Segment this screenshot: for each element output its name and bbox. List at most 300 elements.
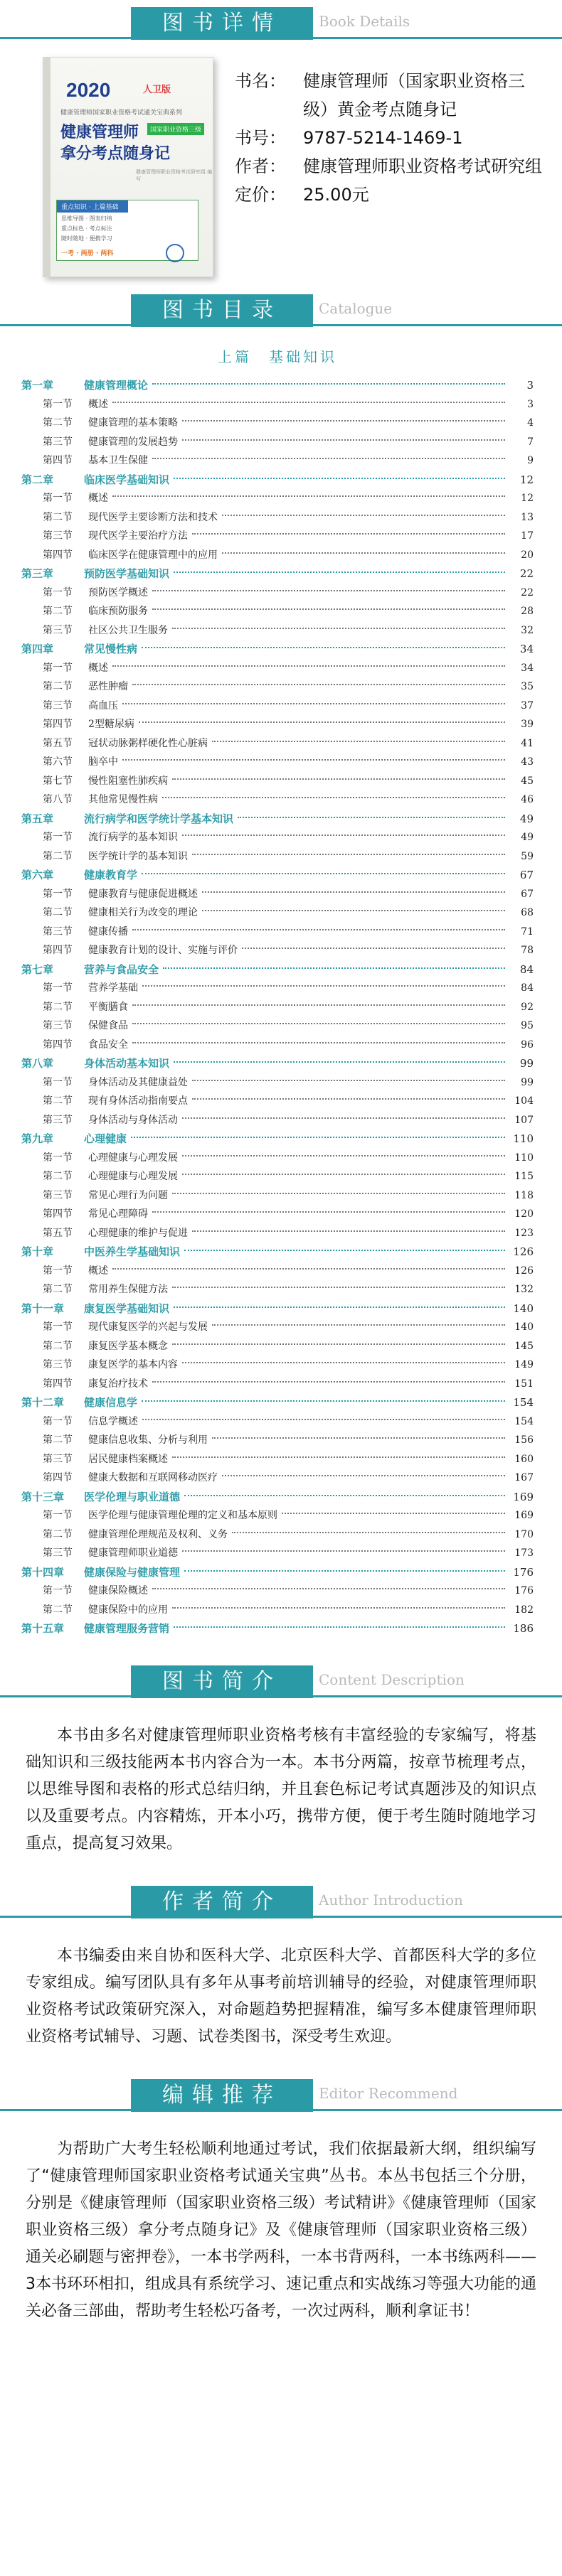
toc-leader-dots: [112, 1268, 505, 1270]
toc-section-row: [21, 1582, 534, 1601]
toc-page: 39: [521, 719, 534, 730]
toc-page: 186: [513, 1622, 534, 1635]
toc-page: 32: [521, 624, 534, 636]
toc-page: 3: [526, 379, 534, 392]
toc-number: 第二节: [43, 1171, 73, 1182]
toc-number: 第三节: [43, 1547, 73, 1559]
toc-chapter-row: [21, 1054, 534, 1073]
cover-band-header: 重点知识 · 上篇基础: [57, 200, 128, 213]
toc-leader-dots: [182, 1174, 505, 1175]
toc-number: 第二节: [43, 1284, 73, 1295]
toc-leader-dots: [174, 1626, 505, 1628]
toc-number: 第三节: [43, 699, 73, 712]
toc-section-row: [21, 1506, 534, 1525]
toc-number: 第三节: [43, 925, 73, 938]
toc-page: 110: [514, 1152, 534, 1164]
toc-page: 169: [514, 1510, 534, 1521]
toc-section-row: [21, 1431, 534, 1450]
toc-number: 第八节: [43, 794, 73, 805]
toc-chapter-row: [21, 1563, 534, 1582]
toc-page: 170: [514, 1528, 534, 1540]
toc-section-row: [21, 621, 534, 640]
toc-number: 第五节: [43, 1227, 73, 1239]
toc-leader-dots: [142, 985, 505, 987]
toc-title: 保健食品: [88, 1020, 128, 1031]
toc-title: 常见心理行为问题: [88, 1189, 168, 1201]
toc-page: 20: [521, 549, 534, 561]
toc-part-title: 上篇 基础知识: [218, 348, 337, 365]
toc-page: 22: [519, 567, 534, 580]
book-details-header: [0, 0, 562, 45]
toc-leader-dots: [132, 929, 505, 930]
toc-title: 健康管理伦理规范及权利、义务: [88, 1528, 228, 1540]
toc-section-row: [21, 1280, 534, 1299]
meta-row-price: [235, 181, 548, 209]
toc-title: 身体活动及其健康益处: [88, 1076, 188, 1088]
toc-title: 健康传播: [88, 925, 128, 938]
meta-value: 25.00元: [303, 185, 369, 205]
toc-title: 居民健康档案概述: [88, 1453, 168, 1465]
toc-leader-dots: [131, 1137, 505, 1138]
toc-title: 临床医学基础知识: [84, 473, 170, 486]
toc-section-row: [21, 1469, 534, 1488]
toc-number: 第六章: [21, 869, 54, 881]
editor-header: [0, 2072, 562, 2118]
toc-number: 第二节: [43, 681, 73, 692]
toc-title: 临床预防服务: [88, 606, 148, 617]
toc-title: 营养学基础: [88, 982, 138, 994]
toc-number: 第七节: [43, 775, 73, 787]
toc-page: 35: [521, 681, 534, 692]
toc-page: 67: [521, 888, 534, 900]
toc-section-row: [21, 1167, 534, 1186]
toc-section-row: [21, 1224, 534, 1243]
author-header: [0, 1879, 562, 1924]
toc-leader-dots: [152, 383, 505, 385]
toc-section-row: [21, 414, 534, 433]
toc-title: 康复医学基础知识: [84, 1302, 170, 1315]
toc-page: 43: [521, 756, 534, 768]
toc-title: 现代医学主要治疗方法: [88, 530, 188, 542]
toc-number: 第一节: [43, 662, 73, 674]
toc-title: 常见心理障碍: [88, 1208, 148, 1220]
toc-page: 4: [527, 417, 534, 429]
cover-title-line2: 拿分考点随身记: [60, 145, 171, 163]
toc-page: 96: [521, 1039, 534, 1051]
toc-page: 71: [521, 925, 534, 938]
toc-section-row: [21, 790, 534, 810]
toc-title: 概述: [88, 493, 108, 504]
toc-chapter-row: [21, 866, 534, 885]
toc-number: 第二章: [21, 473, 54, 486]
toc-leader-dots: [122, 759, 505, 761]
toc-section-row: [21, 1149, 534, 1168]
toc-page: 99: [521, 1076, 534, 1088]
toc-title: 心理健康与心理发展: [88, 1171, 178, 1182]
toc-number: 第二节: [43, 850, 73, 862]
cover-tag: 国家职业资格三级: [147, 123, 204, 135]
toc-section-row: [21, 527, 534, 546]
toc-leader-dots: [212, 1437, 505, 1439]
toc-section-row: [21, 659, 534, 678]
toc-number: 第二节: [43, 907, 73, 918]
toc-section-row: [21, 1375, 534, 1394]
toc-section-row: [21, 1073, 534, 1093]
toc-title: 康复治疗技术: [88, 1378, 148, 1390]
toc-number: 第五节: [43, 737, 73, 749]
toc-number: 第四节: [43, 1378, 73, 1390]
toc-page: 49: [521, 832, 534, 843]
toc-leader-dots: [142, 647, 505, 648]
toc-page: 99: [519, 1057, 534, 1070]
toc-title: 常见慢性病: [84, 643, 138, 655]
toc-number: 第十五章: [21, 1622, 65, 1635]
toc-title: 健康管理的基本策略: [88, 417, 178, 429]
toc-leader-dots: [152, 1588, 505, 1589]
toc-title: 健康教育计划的设计、实施与评价: [88, 945, 238, 956]
toc-leader-dots: [172, 1343, 505, 1345]
section-title: 图书详情: [131, 7, 313, 40]
toc-title: 健康保险与健康管理: [84, 1565, 181, 1579]
toc-chapter-row: [21, 640, 534, 659]
toc-chapter-row: [21, 1243, 534, 1262]
toc-title: 概述: [88, 662, 108, 674]
toc-title: 健康保险中的应用: [88, 1604, 168, 1616]
toc-section-row: [21, 1318, 534, 1337]
toc-section-row: [21, 1525, 534, 1545]
toc-section-row: [21, 753, 534, 772]
cover-brand: 人卫版: [143, 85, 171, 95]
meta-key: 书号：: [235, 128, 286, 148]
toc-title: 医学伦理与健康管理伦理的定义和基本原则: [88, 1510, 277, 1521]
toc-number: 第四章: [21, 643, 54, 655]
toc-page: 84: [519, 962, 534, 976]
toc-section-row: [21, 847, 534, 866]
toc-title: 慢性阻塞性肺疾病: [88, 775, 168, 787]
toc-page: 67: [519, 869, 534, 881]
toc-leader-dots: [132, 1023, 505, 1024]
toc-number: 第二节: [43, 1001, 73, 1013]
toc-chapter-row: [21, 1129, 534, 1149]
toc-number: 第一节: [43, 1585, 73, 1596]
section-title-en: Editor Recommend: [319, 2084, 458, 2102]
toc-section-row: [21, 546, 534, 565]
meta-value: 健康管理师职业资格考试研究组: [303, 156, 542, 176]
toc-leader-dots: [202, 891, 505, 893]
toc-leader-dots: [172, 1287, 505, 1288]
editor-text: 为帮助广大考生轻松顺利地通过考试，我们依据最新大纲，组织编写了“健康管理师国家职业资格考试通关宝典”丛书。本丛书包括三个分册，分别是《健康管理师（国家职业资格三级）考试精讲》《健康管理师（国家职业资格三级）拿分考点随身记》及《健康管理师（国家职业资格三级）通关必刷题与密押卷》，一本书学两科，一本书背两科，一本书练两科——3本书环环相扣，组成具有系统学习、速记重点和实战练习等强大功能的通关必备三部曲，帮助考生轻松巧备考，一次过两科，顺利拿证书！: [26, 2140, 536, 2320]
toc-section-row: [21, 489, 534, 508]
toc-number: 第四节: [43, 945, 73, 956]
toc-leader-dots: [242, 948, 505, 949]
toc-title: 脑卒中: [88, 756, 118, 768]
toc-section-row: [21, 451, 534, 471]
toc-page: 12: [519, 473, 534, 486]
toc-leader-dots: [222, 552, 505, 554]
toc-leader-dots: [172, 1607, 505, 1609]
toc-title: 健康管理师职业道德: [88, 1547, 178, 1559]
toc-number: 第一节: [43, 1510, 73, 1521]
toc-number: 第十三章: [21, 1490, 65, 1503]
toc-title: 健康管理服务营销: [84, 1622, 170, 1635]
toc-number: 第三节: [43, 1189, 73, 1201]
toc-number: 第三节: [43, 1453, 73, 1465]
toc-leader-dots: [192, 1098, 505, 1100]
toc-number: 第三章: [21, 567, 54, 580]
toc-page: 37: [521, 699, 534, 712]
meta-key: 作者：: [235, 156, 286, 176]
toc-page: 13: [521, 511, 534, 523]
toc-title: 医学统计学的基本知识: [88, 850, 188, 862]
toc-chapter-row: [21, 960, 534, 980]
toc-section-row: [21, 1412, 534, 1432]
toc-number: 第三节: [43, 624, 73, 636]
toc-title: 基本卫生保健: [88, 455, 148, 466]
toc-page: 154: [513, 1396, 534, 1409]
toc-leader-dots: [132, 1004, 505, 1006]
toc-page: 28: [521, 606, 534, 617]
book-meta: [235, 67, 548, 209]
toc-section-row: [21, 1016, 534, 1036]
section-title: 图书目录: [131, 294, 313, 327]
toc-section-row: [21, 1337, 534, 1356]
toc-page: 107: [514, 1114, 534, 1126]
toc-number: 第四节: [43, 1039, 73, 1051]
toc-title: 营养与食品安全: [84, 962, 159, 976]
toc-page: 3: [527, 398, 534, 410]
toc-number: 第三节: [43, 1114, 73, 1126]
toc-title: 健康信息收集、分析与利用: [88, 1434, 208, 1446]
toc-leader-dots: [282, 1513, 505, 1514]
meta-key: 定价：: [235, 185, 286, 205]
toc-page: 84: [521, 982, 534, 994]
toc-section-row: [21, 1262, 534, 1281]
toc-section-row: [21, 715, 534, 734]
toc-number: 第二节: [43, 1340, 73, 1352]
cover-band-foot: 一考 · 两册 · 两科: [61, 250, 114, 257]
meta-row-title: [235, 67, 548, 124]
toc-page: 41: [521, 737, 534, 749]
toc-chapter-row: [21, 1619, 534, 1638]
toc-chapter-row: [21, 376, 534, 395]
toc-title: 身体活动与身体活动: [88, 1114, 178, 1126]
toc-leader-dots: [192, 533, 505, 535]
cover-subtitle: 健康管理师国家职业资格考试通关宝典系列: [60, 109, 183, 117]
toc-leader-dots: [172, 1193, 505, 1194]
toc-page: 34: [519, 643, 534, 655]
toc-page: 7: [527, 436, 534, 448]
toc-page: 95: [521, 1020, 534, 1031]
toc-title: 预防医学概述: [88, 586, 148, 599]
toc-page: 126: [513, 1245, 534, 1258]
toc-section-row: [21, 1601, 534, 1620]
toc-leader-dots: [182, 1362, 505, 1363]
toc-leader-dots: [182, 1155, 505, 1156]
toc-number: 第十二章: [21, 1396, 65, 1409]
toc-chapter-row: [21, 1299, 534, 1319]
toc-title: 概述: [88, 398, 108, 410]
toc-leader-dots: [184, 1570, 505, 1572]
toc-number: 第二节: [43, 1528, 73, 1540]
toc-number: 第四节: [43, 549, 73, 561]
toc-title: 医学伦理与职业道德: [84, 1490, 181, 1503]
toc-section-row: [21, 885, 534, 904]
toc-leader-dots: [174, 1306, 505, 1308]
toc-chapter-row: [21, 810, 534, 829]
toc-page: 156: [514, 1434, 534, 1446]
toc-page: 132: [514, 1284, 534, 1295]
toc-number: 第一节: [43, 1152, 73, 1164]
toc-leader-dots: [112, 495, 505, 497]
toc-leader-dots: [139, 721, 505, 723]
toc-number: 第三节: [43, 530, 73, 542]
toc-page: 123: [514, 1227, 534, 1239]
toc-page: 173: [514, 1547, 534, 1559]
toc-page: 145: [514, 1340, 534, 1352]
toc-page: 17: [521, 530, 534, 542]
section-title-en: Content Description: [319, 1670, 465, 1688]
toc-title: 食品安全: [88, 1039, 128, 1051]
toc-chapter-row: [21, 1393, 534, 1412]
toc-leader-dots: [172, 778, 505, 780]
toc-number: 第三节: [43, 436, 73, 448]
toc-title: 康复医学的基本内容: [88, 1359, 178, 1370]
book-cover: [43, 57, 213, 277]
toc-number: 第七章: [21, 962, 54, 976]
toc-leader-dots: [192, 1230, 505, 1232]
toc-section-row: [21, 1450, 534, 1469]
toc-page: 34: [521, 662, 534, 674]
toc-leader-dots: [232, 1532, 505, 1533]
meta-row-author: [235, 152, 548, 181]
toc-page: 115: [514, 1171, 534, 1182]
toc-title: 健康管理概论: [84, 379, 149, 392]
toc-number: 第一章: [21, 379, 54, 392]
toc-section-row: [21, 941, 534, 960]
cover-band-line: 重点标色 · 考点标注: [61, 225, 112, 232]
toc-leader-dots: [182, 439, 505, 441]
toc-section-row: [21, 998, 534, 1017]
toc-title: 恶性肿瘤: [88, 681, 128, 692]
summary-section: [0, 1646, 562, 1879]
toc-title: 其他常见慢性病: [88, 794, 158, 805]
toc-section-row: [21, 1205, 534, 1224]
cover-band-line: 思维导图 · 图表归纳: [61, 215, 112, 222]
toc-page: 151: [514, 1378, 534, 1390]
toc-title: 健康管理的发展趋势: [88, 436, 178, 448]
toc-section-row: [21, 734, 534, 753]
toc-section-row: [21, 828, 534, 847]
toc-leader-dots: [132, 1042, 505, 1043]
toc-title: 中医养生学基础知识: [84, 1245, 181, 1258]
toc-section-row: [21, 395, 534, 414]
toc-page: 118: [514, 1189, 534, 1201]
toc-number: 第九章: [21, 1132, 54, 1145]
toc-title: 心理健康与心理发展: [88, 1152, 178, 1164]
toc-section-row: [21, 1356, 534, 1375]
toc-title: 流行病学和医学统计学基本知识: [84, 812, 234, 825]
toc-section-row: [21, 508, 534, 527]
toc-leader-dots: [184, 1495, 505, 1496]
toc-section-row: [21, 602, 534, 621]
toc-list: [21, 376, 534, 1638]
toc-title: 2型糖尿病: [88, 719, 134, 730]
toc-number: 第一节: [43, 1076, 73, 1088]
toc-leader-dots: [212, 741, 505, 742]
toc-number: 第一节: [43, 888, 73, 900]
toc-section-row: [21, 979, 534, 998]
toc-page: 182: [514, 1604, 534, 1616]
summary-header: [0, 1658, 562, 1704]
section-title: 作者简介: [131, 1886, 313, 1918]
toc-title: 平衡膳食: [88, 1001, 128, 1013]
toc-page: 149: [514, 1359, 534, 1370]
toc-number: 第四节: [43, 719, 73, 730]
toc-section-row: [21, 772, 534, 791]
toc-leader-dots: [222, 515, 505, 516]
toc-section-row: [21, 584, 534, 603]
toc-leader-dots: [152, 458, 505, 459]
cover-title-line1: 健康管理师: [60, 124, 139, 141]
toc-leader-dots: [152, 1211, 505, 1213]
toc-page: 110: [513, 1132, 534, 1145]
toc-leader-dots: [142, 873, 505, 874]
toc-leader-dots: [152, 590, 505, 591]
toc-number: 第二节: [43, 606, 73, 617]
toc-section-row: [21, 923, 534, 942]
toc-page: 160: [514, 1453, 534, 1465]
section-title-en: Catalogue: [319, 300, 393, 317]
toc-title: 健康教育与健康促进概述: [88, 888, 198, 900]
toc-title: 社区公共卫生服务: [88, 624, 168, 636]
toc-number: 第十一章: [21, 1302, 65, 1315]
toc-number: 第六节: [43, 756, 73, 768]
toc-leader-dots: [182, 1117, 505, 1119]
toc-page: 176: [513, 1565, 534, 1579]
toc-title: 健康信息学: [84, 1396, 138, 1409]
toc-chapter-row: [21, 564, 534, 584]
section-title-en: Author Introduction: [319, 1891, 463, 1909]
toc-leader-dots: [142, 1400, 505, 1402]
toc-leader-dots: [132, 684, 505, 685]
cover-year: 2020: [66, 79, 111, 101]
toc-section-row: [21, 903, 534, 923]
toc-title: 健康保险概述: [88, 1585, 148, 1596]
toc-leader-dots: [172, 1456, 505, 1458]
toc-number: 第一节: [43, 1321, 73, 1333]
toc-page: 45: [521, 775, 534, 787]
cover-spine: [43, 58, 51, 277]
toc-section-row: [21, 1092, 534, 1111]
toc-page: 120: [514, 1208, 534, 1220]
toc-page: 140: [514, 1321, 534, 1333]
toc-number: 第四节: [43, 455, 73, 466]
author-text: 本书编委由来自协和医科大学、北京医科大学、首都医科大学的多位专家组成。编写团队具有多年从事考前培训辅导的经验，对健康管理师职业资格考试政策研究深入，对命题趋势把握精准，编写多本健康管理师职业资格考试辅导、习题、试卷类图书，深受考生欢迎。: [26, 1946, 536, 2046]
section-title-en: Book Details: [319, 13, 410, 30]
toc-leader-dots: [182, 834, 505, 836]
toc-title: 健康教育学: [84, 869, 138, 881]
toc-number: 第八章: [21, 1057, 54, 1070]
toc-page: 169: [513, 1490, 534, 1503]
toc-title: 心理健康: [84, 1132, 127, 1145]
toc-leader-dots: [122, 703, 505, 704]
toc-title: 临床医学在健康管理中的应用: [88, 549, 218, 561]
toc-chapter-row: [21, 471, 534, 490]
meta-value: 9787-5214-1469-1: [303, 128, 463, 148]
catalogue-section: [0, 287, 562, 1646]
meta-value: 健康管理师（国家职业资格三级）黄金考点随身记: [303, 71, 525, 119]
toc-number: 第一节: [43, 1415, 73, 1427]
